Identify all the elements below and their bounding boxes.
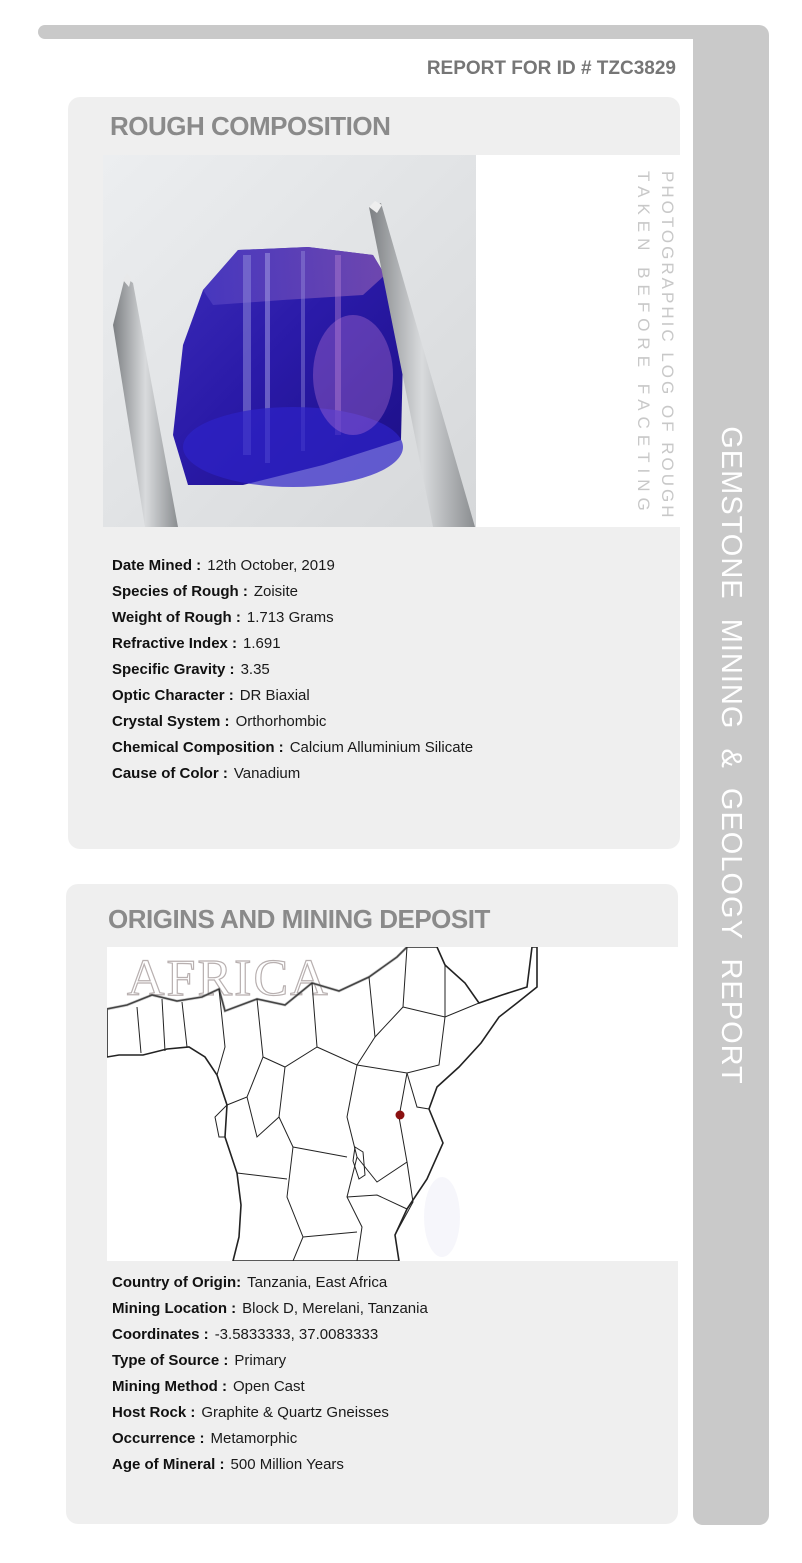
spec-row-specific-gravity: Specific Gravity : 3.35 bbox=[112, 661, 270, 678]
spec-row-mining-method: Mining Method : Open Cast bbox=[112, 1378, 305, 1395]
spec-row-mining-location: Mining Location : Block D, Merelani, Tanzania bbox=[112, 1300, 428, 1317]
spec-row-cause-of-color: Cause of Color : Vanadium bbox=[112, 765, 301, 782]
spec-row-occurrence: Occurrence : Metamorphic bbox=[112, 1430, 298, 1447]
spec-row-chemical-composition: Chemical Composition : Calcium Alluminium Silicate bbox=[112, 739, 474, 756]
rough-specs-list bbox=[112, 553, 473, 787]
map-label-africa: AFRICA bbox=[127, 950, 330, 1007]
spec-row-species: Species of Rough : Zoisite bbox=[112, 583, 299, 600]
rough-photo bbox=[103, 155, 476, 527]
rough-composition-title: ROUGH COMPOSITION bbox=[110, 111, 391, 141]
spec-row-country-of-origin: Country of Origin: Tanzania, East Africa bbox=[112, 1274, 388, 1291]
africa-map-illustration bbox=[107, 947, 678, 1261]
top-frame-bar bbox=[38, 25, 738, 39]
spec-row-weight: Weight of Rough : 1.713 Grams bbox=[112, 609, 334, 626]
spec-row-crystal-system: Crystal System : Orthorhombic bbox=[112, 713, 327, 730]
photo-caption-line-2: TAKEN BEFORE FACETING bbox=[634, 171, 653, 517]
report-id: REPORT FOR ID # TZC3829 bbox=[426, 58, 676, 79]
spec-row-optic-character: Optic Character : DR Biaxial bbox=[112, 687, 310, 704]
spec-row-type-of-source: Type of Source : Primary bbox=[112, 1352, 287, 1369]
photo-caption-line-1: PHOTOGRAPHIC LOG OF ROUGH bbox=[658, 171, 677, 521]
origins-title: ORIGINS AND MINING DEPOSIT bbox=[108, 904, 490, 934]
side-title bbox=[700, 410, 760, 1100]
origin-specs-list bbox=[112, 1270, 428, 1478]
spec-row-coordinates: Coordinates : -3.5833333, 37.0083333 bbox=[112, 1326, 379, 1343]
africa-map bbox=[107, 947, 678, 1261]
spec-row-age-of-mineral: Age of Mineral : 500 Million Years bbox=[112, 1456, 344, 1473]
rough-photo-area bbox=[103, 155, 680, 527]
rough-composition-panel bbox=[68, 97, 680, 849]
spec-row-host-rock: Host Rock : Graphite & Quartz Gneisses bbox=[112, 1404, 389, 1421]
side-title-text: GEMSTONE MINING & GEOLOGY REPORT bbox=[714, 425, 747, 1085]
gemstone-in-tweezers-illustration bbox=[103, 155, 476, 527]
origins-panel bbox=[66, 884, 678, 1524]
mine-location-marker bbox=[396, 1111, 405, 1120]
spec-row-refractive-index: Refractive Index : 1.691 bbox=[112, 635, 281, 652]
spec-row-date-mined: Date Mined : 12th October, 2019 bbox=[112, 557, 335, 574]
photo-caption bbox=[633, 171, 683, 521]
